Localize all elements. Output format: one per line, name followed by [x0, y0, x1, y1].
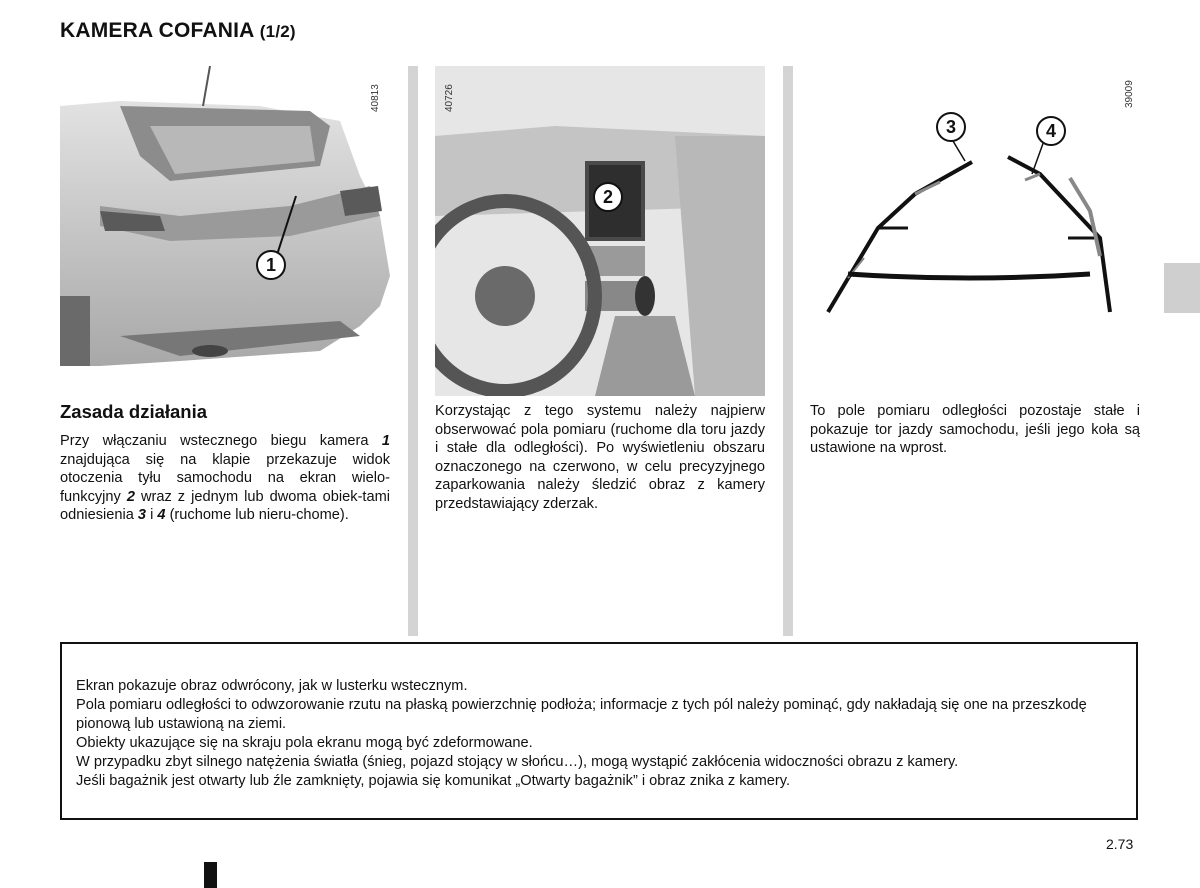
text-run: Przy włączaniu wstecznego biegu kamera [60, 433, 382, 449]
page-title-part: (1/2) [259, 22, 296, 41]
figure-code-39009: 39009 [1124, 80, 1135, 108]
figure-code-40726: 40726 [444, 84, 455, 112]
column-3-text: To pole pomiaru odległości pozostaje stałe i pokazuje tor jazdy samochodu, jeśli jego koła są ustawione na wprost. [810, 403, 1140, 457]
figure-code-40813: 40813 [370, 84, 381, 112]
text-run: wraz z jednym lub dwoma obiek-tami odniesienia [60, 488, 390, 524]
dashboard-illustration [435, 66, 765, 396]
page-title-main: KAMERA COFANIA [60, 19, 254, 42]
note-box [60, 642, 1138, 820]
ref-1: 1 [381, 433, 390, 449]
ref-4: 4 [157, 507, 166, 524]
column-separator-left [408, 66, 418, 636]
car-rear-illustration [60, 66, 400, 396]
callout-4: 4 [1036, 116, 1066, 146]
chapter-tab [1164, 263, 1200, 313]
text-run: (ruchome lub nieru-chome). [165, 507, 349, 524]
car-rear-figure [60, 66, 400, 396]
text-run: i [146, 507, 158, 524]
ref-3: 3 [137, 507, 147, 524]
note-line: W przypadku zbyt silnego natężenia światła (śnieg, pojazd stojący w słońcu…), mogą wystąpić zakłócenia widoczności obrazu z kamery. [76, 754, 959, 770]
note-line: Obiekty ukazujące się na skraju pola ekranu mogą być zdeformowane. [76, 735, 533, 751]
note-line: Pola pomiaru odległości to odwzorowanie rzutu na płaską powierzchnię podłoża; informacje z tych pól należy pominąć, gdy nakładają się one na przeszkodę pionową lub ustawioną na ziemi. [76, 697, 1087, 732]
text-run: znajdująca się na klapie przekazuje widok otoczenia tyłu samochodu na ekran wielo-funkcyjny [60, 451, 390, 505]
camera-view-figure [800, 66, 1145, 396]
page-number: 2.73 [1106, 836, 1134, 852]
column-1-text [60, 432, 390, 525]
column-separator-right [783, 66, 793, 636]
callout-3: 3 [936, 112, 966, 142]
callout-1: 1 [256, 250, 286, 280]
page-marker-bar [204, 862, 217, 888]
parking-guidelines-diagram [800, 66, 1145, 396]
ref-2: 2 [126, 488, 135, 505]
callout-2: 2 [593, 182, 623, 212]
page-title [60, 19, 296, 43]
note-line: Jeśli bagażnik jest otwarty lub źle zamknięty, pojawia się komunikat „Otwarty bagażnik” i obraz znika z kamery. [76, 773, 791, 789]
note-line: Ekran pokazuje obraz odwrócony, jak w lusterku wstecznym. [76, 678, 468, 694]
section-heading: Zasada działania [60, 401, 208, 422]
column-2-text: Korzystając z tego systemu należy najpierw obserwować pola pomiaru (ruchome dla toru jazdy i stałe dla odległości). Po wyświetleniu obszaru oznaczonego na czerwono, w celu precyzyjnego zaparkowania należy śledzić obraz z kamery przedstawiający zderzak. [435, 403, 765, 512]
dashboard-figure [435, 66, 765, 396]
